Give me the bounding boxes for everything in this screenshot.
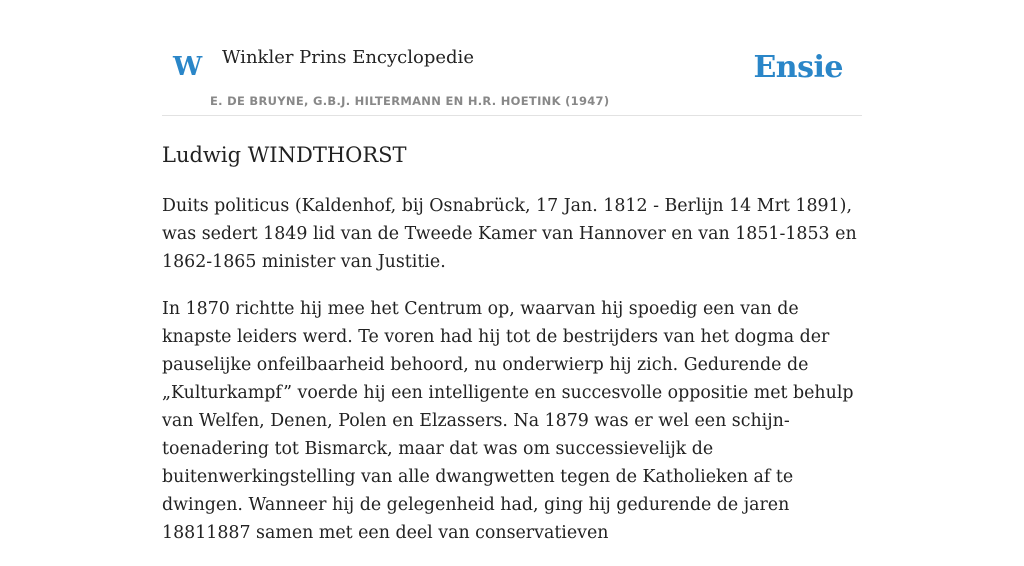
article-paragraph-2: In 1870 richtte hij mee het Centrum op, waarvan hij spoedig een van de knapste leiders werd. Te voren had hij tot de bestrijders van het dogma der pauselijke onfeilbaarheid behoord, nu onderwierp hij zich. Gedurende de „Kulturkampf” voerde hij een intelligente en succesvolle oppositie met behulp van Welfen, Denen, Polen en Elzassers. Na 1879 was er wel een schijn-toenadering tot Bismarck, maar dat was om successievelijk de buitenwerkingstelling van alle dwangwetten tegen de Katholieken af te dwingen. Wanneer hij de gelegenheid had, ging hij gedurende de jaren 18811887 samen met een deel van conservatieven [162,299,854,543]
publication-title[interactable]: Winkler Prins Encyclopedie [222,47,474,68]
winkler-prins-logo[interactable]: W [173,52,203,82]
article-body [162,192,862,566]
article-paragraph-1: Duits politicus (Kaldenhof, bij Osnabrück, 17 Jan. 1812 - Berlijn 14 Mrt 1891), was sedert 1849 lid van de Tweede Kamer van Hannover en van 1851-1853 en 1862-1865 minister van Justitie. [162,196,857,272]
publication-authors: E. DE BRUYNE, G.B.J. HILTERMANN EN H.R. HOETINK (1947) [210,94,610,108]
ensie-brand-logo[interactable]: Ensie [753,50,843,85]
site-header [162,38,862,116]
article-title: Ludwig WINDTHORST [162,143,407,167]
